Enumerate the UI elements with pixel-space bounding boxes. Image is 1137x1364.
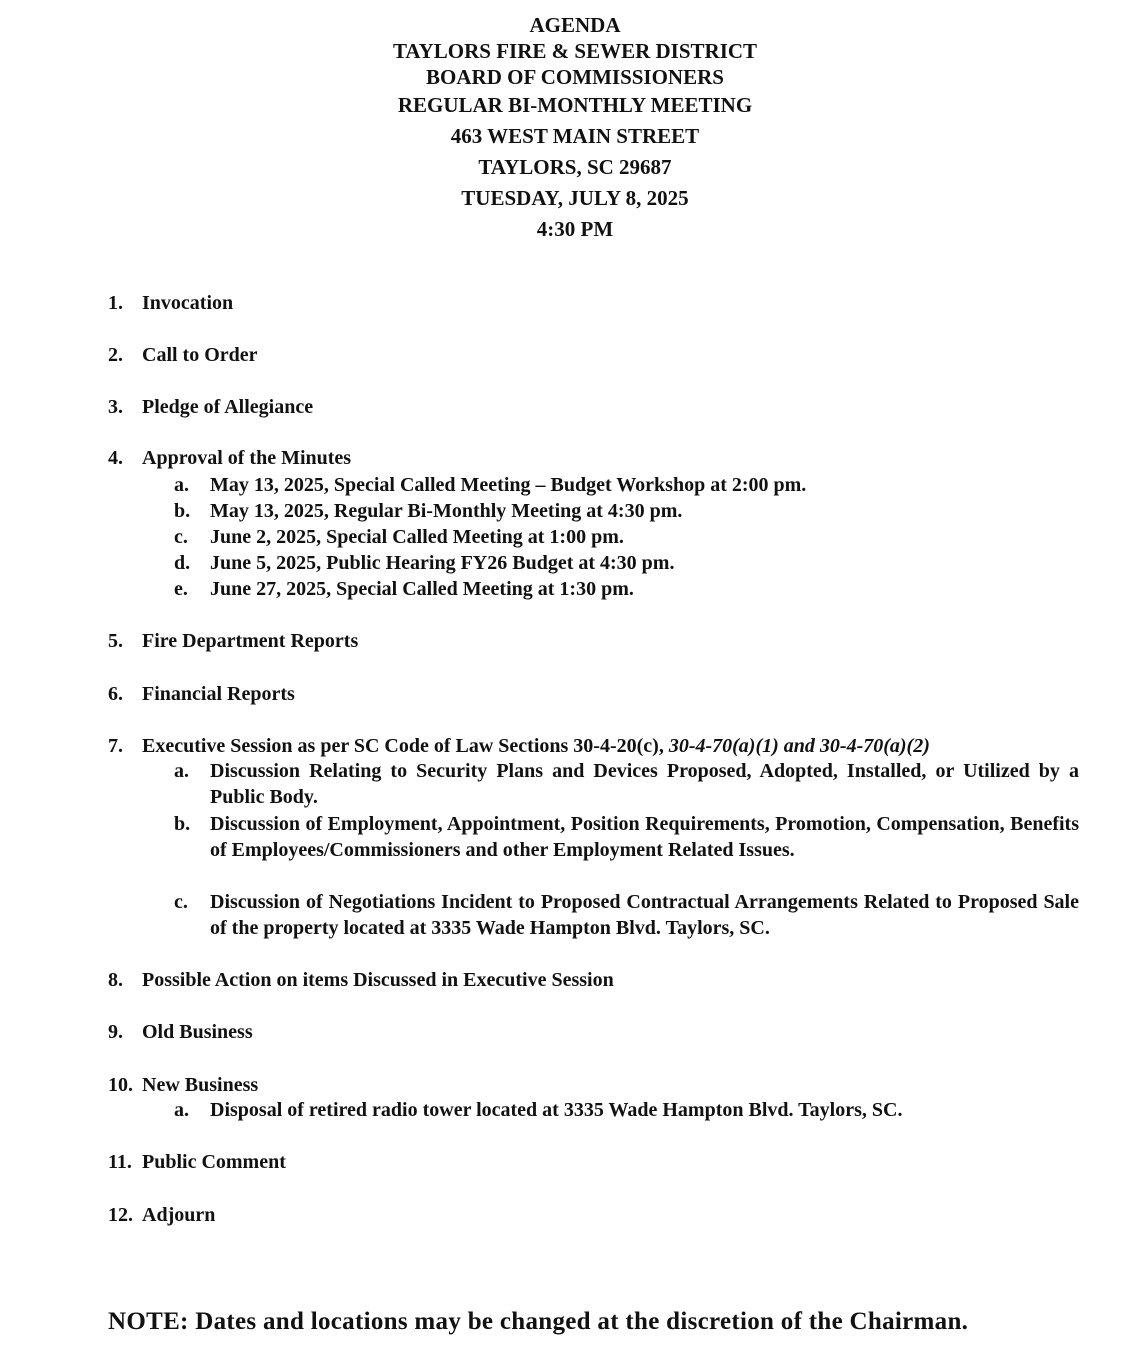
sub-item-letter: b. (174, 500, 191, 522)
sub-item-text: June 2, 2025, Special Called Meeting at 1:00 pm. (210, 526, 624, 548)
sub-item-text: Discussion of Negotiations Incident to Proposed Contractual Arrangements Related to Proposed Sale of the property located at 3335 Wade Hampton Blvd. Taylors, SC. (210, 891, 1079, 939)
sub-item (174, 472, 1079, 498)
item-number: 11. (108, 1151, 132, 1173)
agenda-item (108, 1202, 215, 1228)
sub-item-letter: d. (174, 552, 191, 574)
item-number: 2. (108, 344, 123, 366)
agenda-item (108, 1019, 253, 1045)
sub-item-text: Disposal of retired radio tower located at 3335 Wade Hampton Blvd. Taylors, SC. (210, 1099, 903, 1121)
sub-item-text: May 13, 2025, Regular Bi-Monthly Meeting at 4:30 pm. (210, 500, 683, 522)
agenda-item (108, 1149, 286, 1175)
sub-item-letter: a. (174, 760, 189, 782)
item-label: Possible Action on items Discussed in Executive Session (142, 969, 614, 991)
sub-item (174, 498, 1079, 524)
sub-item-letter: e. (174, 578, 188, 600)
item-label: Invocation (142, 292, 234, 314)
item-number: 1. (108, 292, 123, 314)
item-label: Public Comment (142, 1151, 286, 1173)
sub-item-letter: b. (174, 813, 191, 835)
item-label: Adjourn (142, 1204, 216, 1226)
item-number: 7. (108, 735, 123, 757)
header-street: 463 WEST MAIN STREET (450, 124, 700, 148)
item-number: 3. (108, 396, 123, 418)
header-meeting-type: REGULAR BI-MONTHLY MEETING (397, 93, 753, 117)
sub-item (174, 524, 1079, 550)
sub-item (174, 1097, 1079, 1123)
item-number: 12. (108, 1204, 133, 1226)
item-label: Executive Session as per SC Code of Law Sections 30-4-20(c), (142, 735, 669, 757)
agenda-item (108, 394, 313, 420)
header-title: AGENDA (529, 13, 621, 37)
agenda-item (108, 967, 614, 993)
item-number: 8. (108, 969, 123, 991)
item-label: Call to Order (142, 344, 258, 366)
header-date: TUESDAY, JULY 8, 2025 (461, 186, 689, 210)
sub-item-text: June 5, 2025, Public Hearing FY26 Budget at 4:30 pm. (210, 552, 675, 574)
item-number: 10. (108, 1074, 133, 1096)
item-label: Approval of the Minutes (142, 447, 352, 469)
agenda-item (108, 342, 258, 368)
item-number: 4. (108, 447, 123, 469)
item-number: 9. (108, 1021, 123, 1043)
agenda-item (108, 628, 358, 654)
header-board: BOARD OF COMMISSIONERS (426, 65, 724, 89)
sub-item-text: Discussion of Employment, Appointment, Position Requirements, Promotion, Compensation, Benefits of Employees/Commissioners and other Employment Related Issues. (210, 813, 1079, 861)
item-label: Pledge of Allegiance (142, 396, 314, 418)
agenda-item (108, 681, 295, 707)
sub-item (174, 758, 1079, 810)
sub-item (174, 550, 1079, 576)
item-label: Fire Department Reports (142, 630, 359, 652)
sub-item-letter: c. (174, 891, 188, 913)
item-label: Old Business (142, 1021, 253, 1043)
sub-item-text: May 13, 2025, Special Called Meeting – Budget Workshop at 2:00 pm. (210, 474, 807, 496)
sub-item-text: June 27, 2025, Special Called Meeting at 1:30 pm. (210, 578, 634, 600)
agenda-item (108, 1072, 258, 1098)
sub-item (174, 889, 1079, 941)
sub-item (174, 811, 1079, 863)
sub-item-letter: c. (174, 526, 188, 548)
agenda-item (108, 445, 351, 471)
sub-item-letter: a. (174, 474, 189, 496)
item-label: New Business (142, 1074, 259, 1096)
sub-item (174, 576, 1079, 602)
sub-item-letter: a. (174, 1099, 189, 1121)
item-number: 6. (108, 683, 123, 705)
header-time: 4:30 PM (536, 217, 614, 241)
header-organization: TAYLORS FIRE & SEWER DISTRICT (392, 39, 758, 63)
agenda-item (108, 733, 930, 759)
item-label-italic: 30-4-70(a)(1) and 30-4-70(a)(2) (668, 735, 930, 757)
item-label: Financial Reports (142, 683, 295, 705)
footer-note: NOTE: Dates and locations may be changed at the discretion of the Chairman. (108, 1308, 969, 1335)
header-city: TAYLORS, SC 29687 (478, 155, 672, 179)
item-number: 5. (108, 630, 123, 652)
agenda-item (108, 290, 233, 316)
sub-item-text: Discussion Relating to Security Plans and Devices Proposed, Adopted, Installed, or Utilized by a Public Body. (210, 760, 1079, 808)
